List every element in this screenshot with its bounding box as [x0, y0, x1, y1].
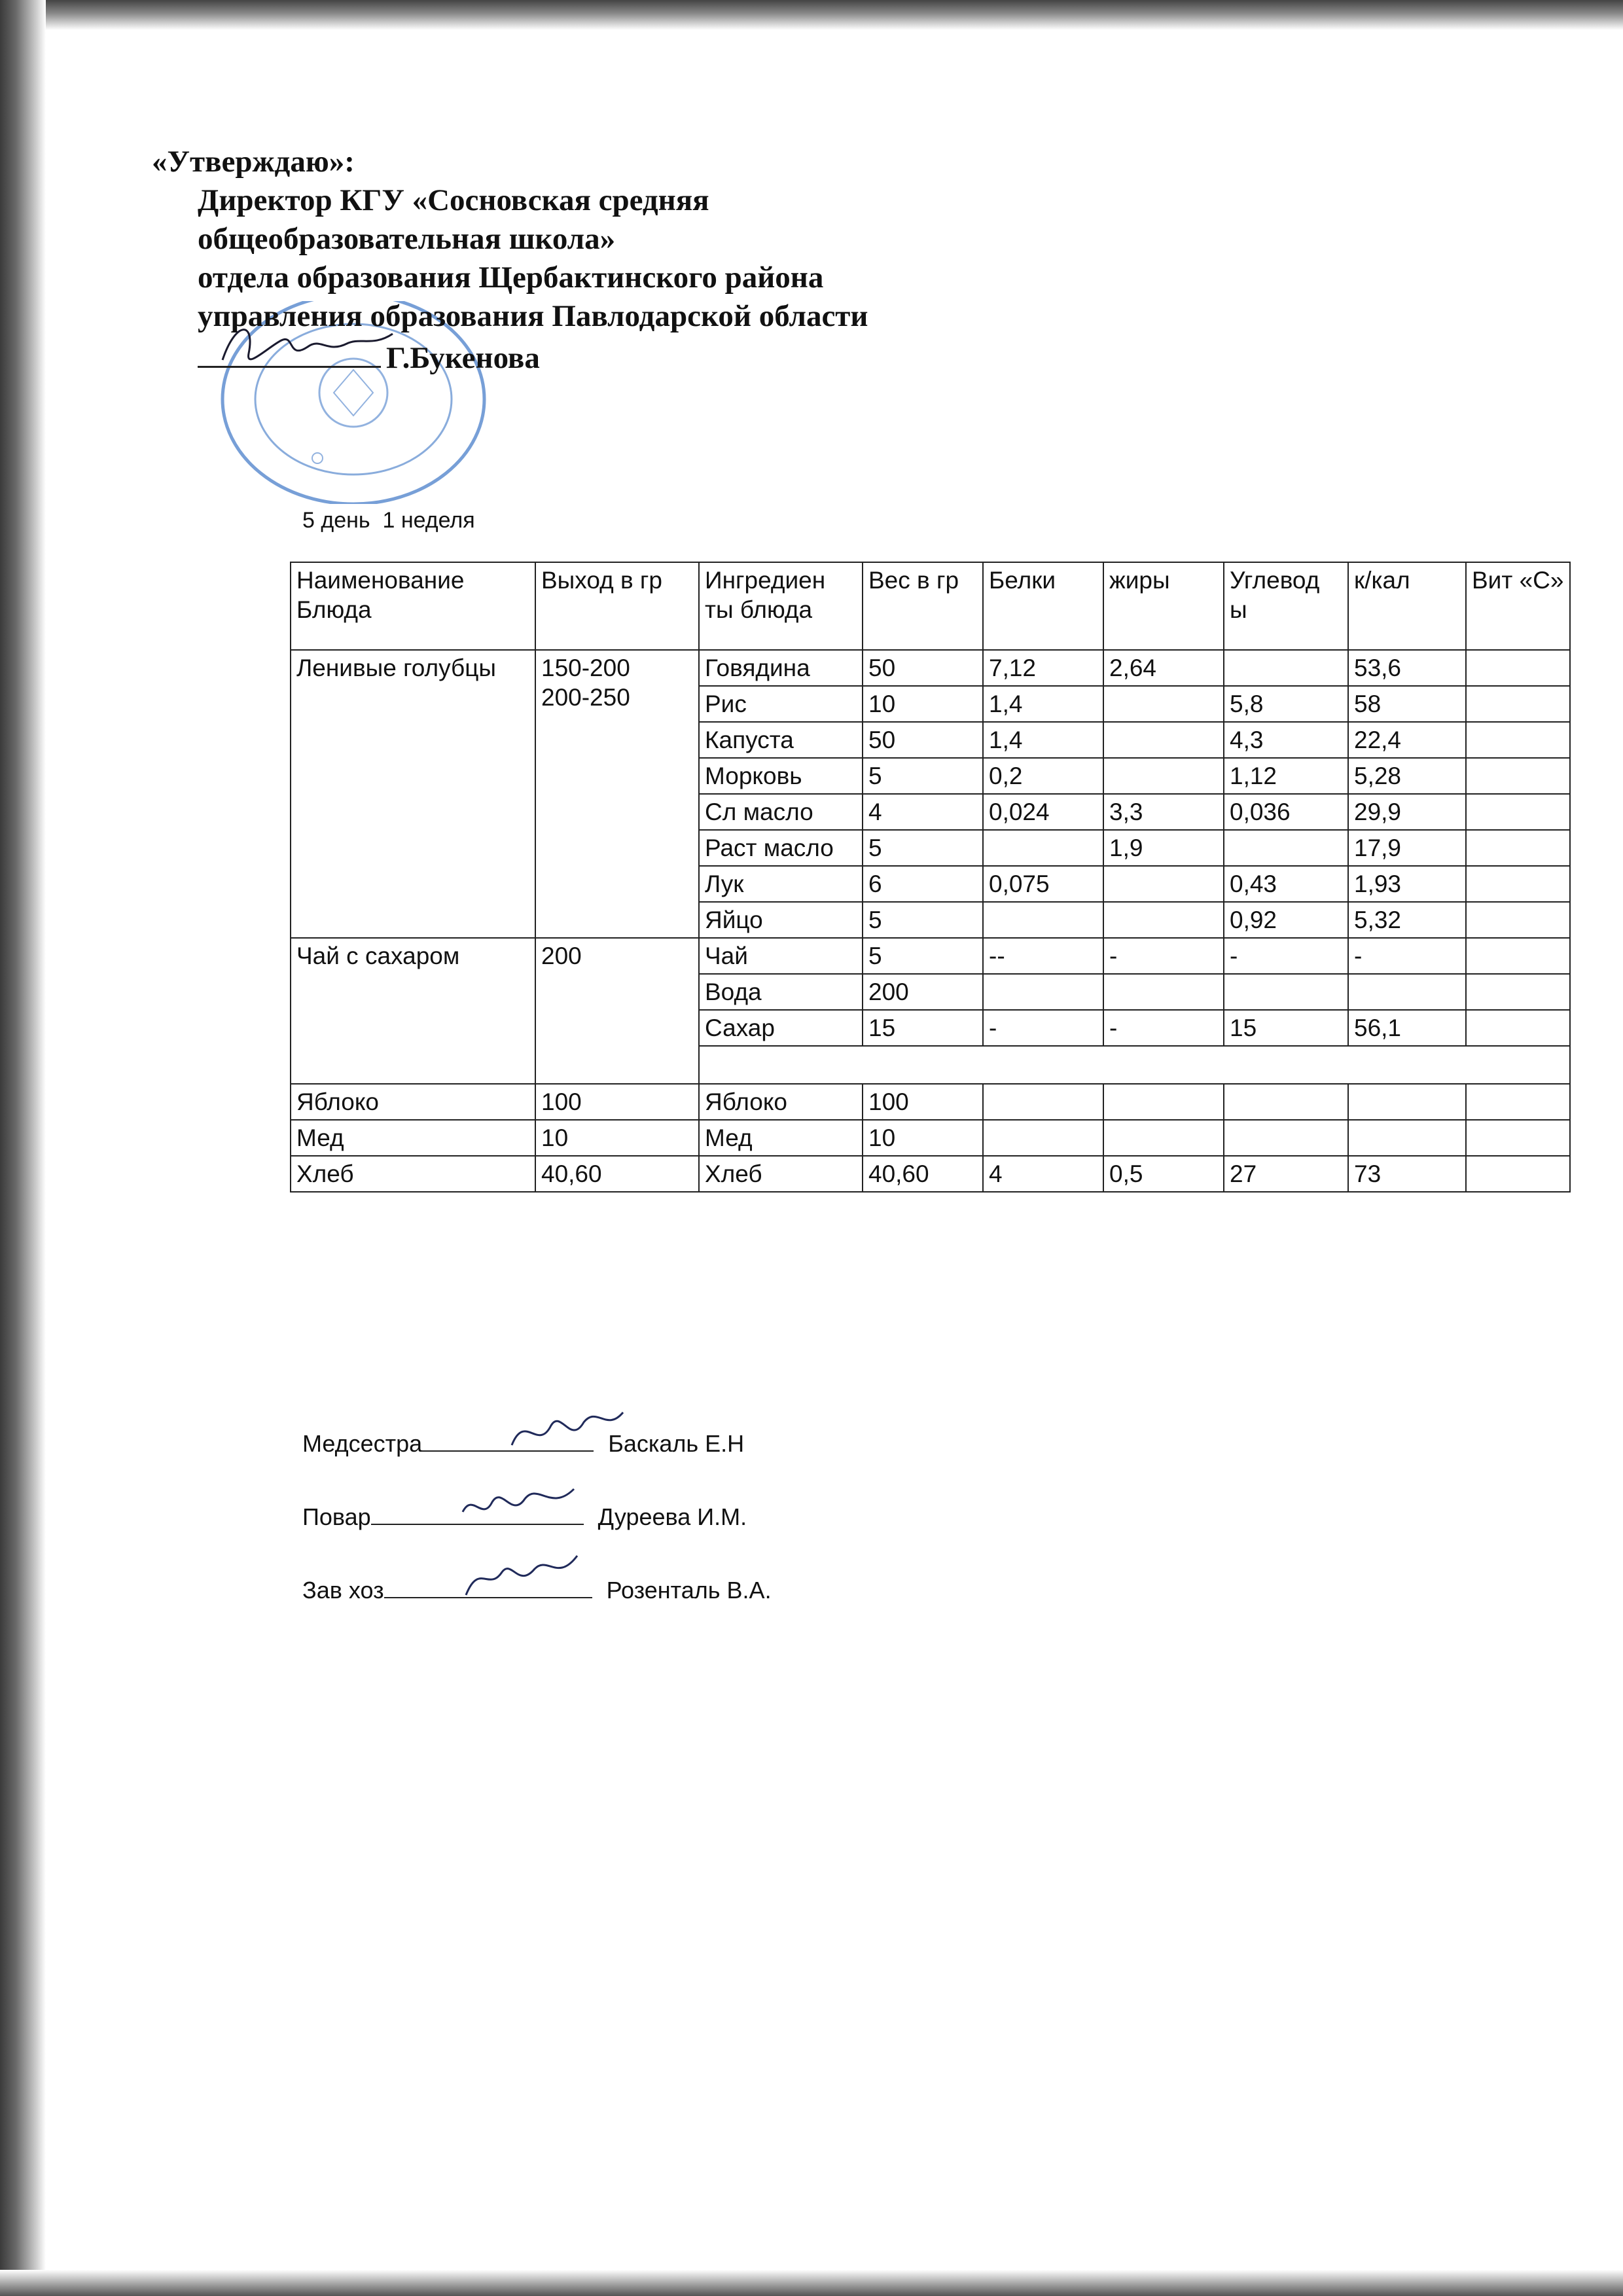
table-cell: 1,4: [983, 722, 1103, 758]
table-cell: Говядина: [699, 650, 863, 686]
table-cell: [1466, 830, 1570, 866]
table-cell: Мед: [699, 1120, 863, 1156]
menu-table: [290, 562, 1571, 1193]
scan-edge-left: [0, 0, 46, 2296]
table-cell: [1466, 902, 1570, 938]
signatures-block: [302, 1426, 772, 1645]
signature-name: Дуреева И.М.: [597, 1503, 747, 1530]
table-cell: 15: [1224, 1010, 1348, 1046]
table-cell: --: [983, 938, 1103, 974]
table-cell: [1466, 794, 1570, 830]
table-cell: 58: [1348, 686, 1466, 722]
table-cell: 40,60: [535, 1156, 699, 1192]
table-cell: [1466, 866, 1570, 902]
table-cell: 56,1: [1348, 1010, 1466, 1046]
table-cell: [1224, 830, 1348, 866]
signature-scribble: [499, 1399, 630, 1465]
table-cell: 1,93: [1348, 866, 1466, 902]
table-cell: 0,2: [983, 758, 1103, 794]
table-cell: 0,92: [1224, 902, 1348, 938]
table-cell: 100: [535, 1084, 699, 1120]
table-row: [291, 938, 1570, 974]
table-row: [291, 1156, 1570, 1192]
table-cell: -: [1224, 938, 1348, 974]
table-cell: 5: [863, 938, 983, 974]
table-row: [291, 650, 1570, 686]
table-cell: Лук: [699, 866, 863, 902]
table-cell: Яблоко: [699, 1084, 863, 1120]
table-cell: Яблоко: [291, 1084, 535, 1120]
table-cell: 0,43: [1224, 866, 1348, 902]
table-cell: [1103, 686, 1224, 722]
dish-name-cell: Чай с сахаром: [291, 938, 535, 1084]
table-cell: Хлеб: [699, 1156, 863, 1192]
table-cell: Чай: [699, 938, 863, 974]
approval-signer: Г.Букенова: [386, 341, 540, 375]
table-cell: [1224, 650, 1348, 686]
table-cell: Раст масло: [699, 830, 863, 866]
column-header: жиры: [1103, 562, 1224, 650]
table-cell: 1,12: [1224, 758, 1348, 794]
table-cell: [983, 1084, 1103, 1120]
table-cell: 5,28: [1348, 758, 1466, 794]
scan-edge-bottom: [0, 2270, 1623, 2296]
table-cell: 5,32: [1348, 902, 1466, 938]
table-cell: [1224, 1084, 1348, 1120]
table-cell: 1,9: [1103, 830, 1224, 866]
table-cell: 5: [863, 758, 983, 794]
table-cell: 10: [863, 1120, 983, 1156]
table-cell: 50: [863, 650, 983, 686]
table-cell: 4: [983, 1156, 1103, 1192]
table-cell: Мед: [291, 1120, 535, 1156]
table-cell: 15: [863, 1010, 983, 1046]
director-signature: [209, 308, 406, 380]
column-header: Наименование Блюда: [291, 562, 535, 650]
table-cell: [1466, 1084, 1570, 1120]
column-header: Ингредиен ты блюда: [699, 562, 863, 650]
table-cell: [1466, 1120, 1570, 1156]
table-row: [291, 1120, 1570, 1156]
scan-edge-top: [0, 0, 1623, 30]
column-header: Вес в гр: [863, 562, 983, 650]
table-cell: 3,3: [1103, 794, 1224, 830]
table-cell: [1103, 1084, 1224, 1120]
table-cell: -: [1103, 938, 1224, 974]
table-cell: 6: [863, 866, 983, 902]
table-cell: 5,8: [1224, 686, 1348, 722]
table-cell: [1466, 722, 1570, 758]
table-cell: [1224, 974, 1348, 1010]
table-cell: 4,3: [1224, 722, 1348, 758]
menu-day-label: 5 день 1 неделя: [302, 508, 475, 533]
table-cell: [983, 974, 1103, 1010]
table-cell: Морковь: [699, 758, 863, 794]
table-cell: Сахар: [699, 1010, 863, 1046]
table-cell: [1224, 1120, 1348, 1156]
table-cell: [1466, 650, 1570, 686]
signature-scribble: [453, 1546, 584, 1611]
table-cell: [1466, 1010, 1570, 1046]
table-cell-empty: [699, 1046, 1570, 1084]
table-cell: Вода: [699, 974, 863, 1010]
table-cell: [1466, 974, 1570, 1010]
signature-row-manager: [302, 1572, 772, 1645]
signature-role: Медсестра: [302, 1430, 423, 1457]
table-cell: Яйцо: [699, 902, 863, 938]
table-cell: [1103, 758, 1224, 794]
table-cell: 50: [863, 722, 983, 758]
column-header: Белки: [983, 562, 1103, 650]
signature-scribble: [453, 1473, 584, 1538]
table-cell: 27: [1224, 1156, 1348, 1192]
table-cell: 29,9: [1348, 794, 1466, 830]
table-cell: Сл масло: [699, 794, 863, 830]
table-cell: Рис: [699, 686, 863, 722]
table-cell: [1466, 758, 1570, 794]
table-cell: 10: [863, 686, 983, 722]
table-cell: [1348, 974, 1466, 1010]
table-header-row: [291, 562, 1570, 650]
table-cell: 0,024: [983, 794, 1103, 830]
dish-output-cell: 200: [535, 938, 699, 1084]
table-cell: 7,12: [983, 650, 1103, 686]
table-cell: [1103, 722, 1224, 758]
table-cell: [983, 830, 1103, 866]
column-header: к/кал: [1348, 562, 1466, 650]
approval-line-4: управления образования Павлодарской области: [198, 299, 868, 333]
table-cell: 0,036: [1224, 794, 1348, 830]
table-cell: 0,075: [983, 866, 1103, 902]
dish-name-cell: Ленивые голубцы: [291, 650, 535, 938]
table-cell: 2,64: [1103, 650, 1224, 686]
approval-line-3: отдела образования Щербактинского района: [198, 260, 824, 295]
table-cell: [1466, 1156, 1570, 1192]
table-cell: [983, 1120, 1103, 1156]
approval-heading: «Утверждаю»:: [152, 145, 355, 179]
table-cell: Капуста: [699, 722, 863, 758]
approval-line-1: Директор КГУ «Сосновская средняя: [198, 183, 709, 217]
column-header: Вит «С»: [1466, 562, 1570, 650]
table-cell: 5: [863, 830, 983, 866]
table-cell: -: [1348, 938, 1466, 974]
table-cell: 73: [1348, 1156, 1466, 1192]
table-cell: [1348, 1084, 1466, 1120]
signature-name: Розенталь В.А.: [606, 1577, 772, 1604]
table-cell: 53,6: [1348, 650, 1466, 686]
table-cell: Хлеб: [291, 1156, 535, 1192]
table-cell: 17,9: [1348, 830, 1466, 866]
table-cell: 22,4: [1348, 722, 1466, 758]
signature-name: Баскаль Е.Н: [608, 1430, 745, 1457]
table-cell: [1348, 1120, 1466, 1156]
table-cell: [983, 902, 1103, 938]
column-header: Углевод ы: [1224, 562, 1348, 650]
table-cell: 100: [863, 1084, 983, 1120]
table-cell: 0,5: [1103, 1156, 1224, 1192]
column-header: Выход в гр: [535, 562, 699, 650]
table-cell: [1103, 902, 1224, 938]
table-row: [291, 1084, 1570, 1120]
table-cell: [1103, 1120, 1224, 1156]
table-cell: 200: [863, 974, 983, 1010]
table-cell: [1466, 938, 1570, 974]
table-cell: 40,60: [863, 1156, 983, 1192]
dish-output-cell: 150-200 200-250: [535, 650, 699, 938]
approval-line-2: общеобразовательная школа»: [198, 222, 616, 256]
table-cell: [1466, 686, 1570, 722]
table-cell: -: [1103, 1010, 1224, 1046]
table-cell: 5: [863, 902, 983, 938]
table-cell: 10: [535, 1120, 699, 1156]
signature-role: Зав хоз: [302, 1577, 384, 1604]
table-cell: 4: [863, 794, 983, 830]
table-cell: 1,4: [983, 686, 1103, 722]
table-cell: [1103, 974, 1224, 1010]
table-cell: [1103, 866, 1224, 902]
signature-role: Повар: [302, 1503, 371, 1530]
table-cell: -: [983, 1010, 1103, 1046]
